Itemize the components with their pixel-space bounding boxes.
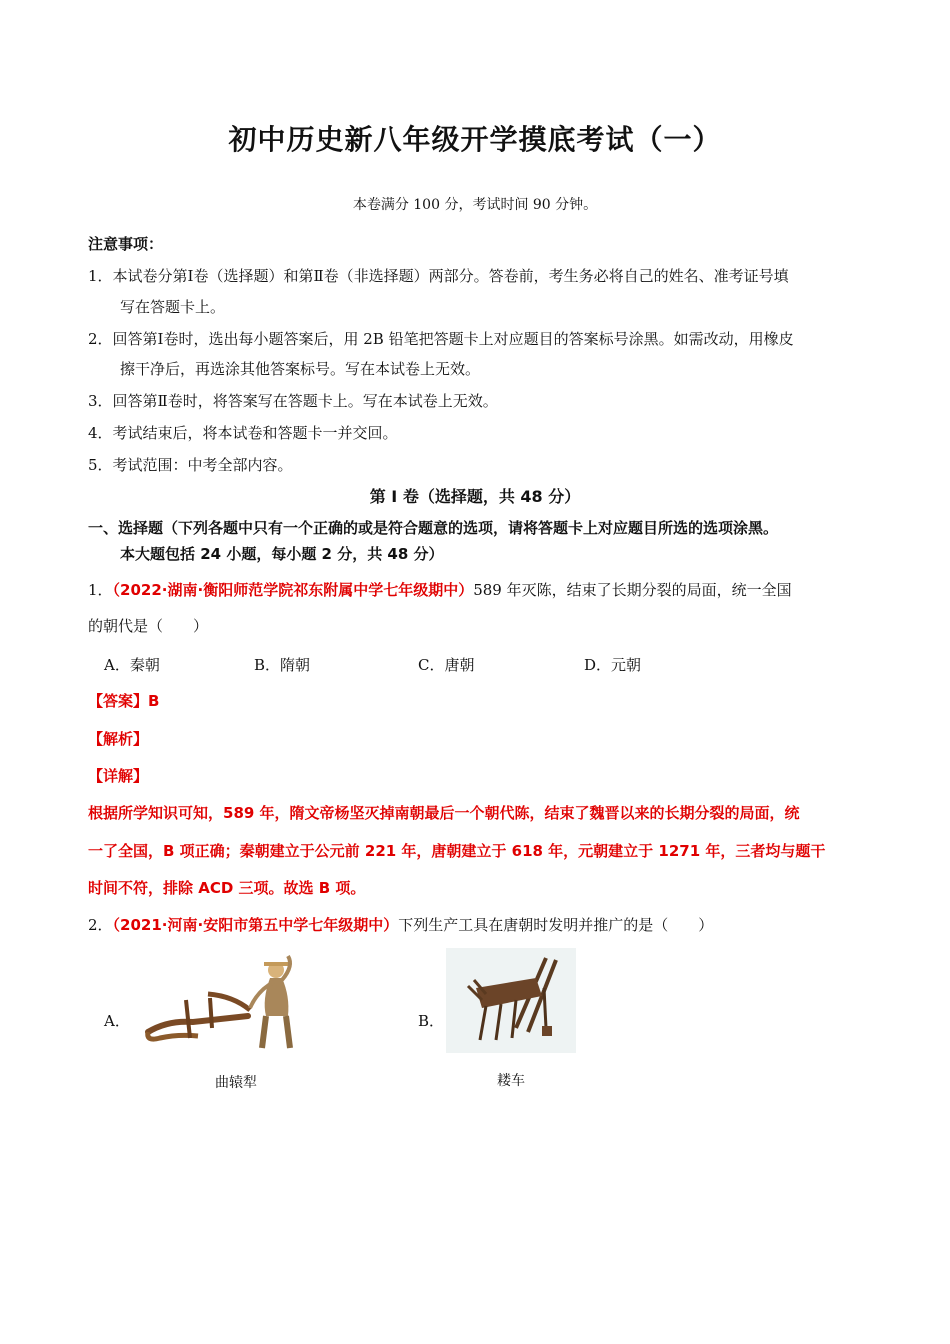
- note-1: [88, 266, 789, 286]
- notes-heading: 注意事项：: [88, 235, 164, 253]
- explanation-line: 时间不符，排除 ACD 三项。故选 B 项。: [88, 879, 366, 897]
- question-stem: 下列生产工具在唐朝时发明并推广的是（ ）: [398, 916, 714, 934]
- section-title: 第 I 卷（选择题，共 48 分）: [369, 487, 581, 506]
- question-2: [88, 915, 713, 935]
- note-2-cont: 擦干净后，再选涂其他答案标号。写在本试卷上无效。: [120, 360, 481, 378]
- note-num: 5．: [88, 456, 113, 474]
- note-text: 本试卷分第Ⅰ卷（选择题）和第Ⅱ卷（非选择题）两部分。答卷前，考生务必将自己的姓名、准考证号填: [112, 267, 789, 285]
- option-d[interactable]: D．元朝: [584, 656, 642, 674]
- option-a-label[interactable]: A．: [104, 1012, 130, 1030]
- explanation-line: 一了全国，B 项正确；秦朝建立于公元前 221 年，唐朝建立于 618 年，元朝建立于 1271 年，三者均与题干: [88, 842, 826, 860]
- note-num: 4．: [88, 424, 113, 442]
- note-3: [88, 391, 498, 411]
- seed-drill-caption: 耧车: [497, 1073, 525, 1089]
- note-text: 考试结束后，将本试卷和答题卡一并交回。: [112, 424, 398, 442]
- section-instruction: 一、选择题（下列各题中只有一个正确的或是符合题意的选项，请将答题卡上对应题目所选的选项涂黑。: [88, 519, 779, 537]
- explanation-line: 根据所学知识可知，589 年，隋文帝杨坚灭掉南朝最后一个朝代陈，结束了魏晋以来的长期分裂的局面，统: [88, 804, 800, 822]
- note-1-cont: 写在答题卡上。: [120, 298, 226, 316]
- analysis-label: 【解析】: [88, 730, 149, 748]
- section-instruction-cont: 本大题包括 24 小题，每小题 2 分，共 48 分）: [120, 545, 444, 563]
- question-stem: 589 年灭陈，结束了长期分裂的局面，统一全国: [473, 581, 792, 599]
- option-b-label[interactable]: B．: [418, 1012, 445, 1030]
- note-num: 1．: [88, 267, 113, 285]
- exam-info: 本卷满分 100 分，考试时间 90 分钟。: [352, 197, 598, 213]
- question-number: 2．: [88, 916, 113, 934]
- option-a[interactable]: A．秦朝: [104, 656, 160, 674]
- question-1: [88, 580, 792, 600]
- note-5: [88, 455, 293, 475]
- note-2: [88, 329, 794, 349]
- plow-caption: 曲辕犁: [215, 1075, 257, 1091]
- option-c[interactable]: C．唐朝: [418, 656, 475, 674]
- question-1-stem-cont: 的朝代是（ ）: [88, 617, 209, 635]
- page-title: 初中历史新八年级开学摸底考试（一）: [228, 123, 722, 156]
- note-text: 考试范围：中考全部内容。: [112, 456, 293, 474]
- note-4: [88, 423, 398, 443]
- question-source: （2021·河南·安阳市第五中学七年级期中）: [112, 916, 399, 934]
- detail-label: 【详解】: [88, 767, 149, 785]
- question-source: （2022·湖南·衡阳师范学院祁东附属中学七年级期中）: [112, 581, 474, 599]
- seed-drill-image: [446, 948, 576, 1053]
- note-text: 回答第Ⅱ卷时，将答案写在答题卡上。写在本试卷上无效。: [112, 392, 498, 410]
- note-text: 回答第Ⅰ卷时，选出每小题答案后，用 2B 铅笔把答题卡上对应题目的答案标号涂黑。如需改动，用橡皮: [112, 330, 794, 348]
- option-b[interactable]: B．隋朝: [254, 656, 311, 674]
- question-number: 1．: [88, 581, 113, 599]
- answer-label: 【答案】B: [88, 692, 160, 710]
- note-num: 3．: [88, 392, 113, 410]
- note-num: 2．: [88, 330, 113, 348]
- curved-plow-image: [138, 950, 308, 1060]
